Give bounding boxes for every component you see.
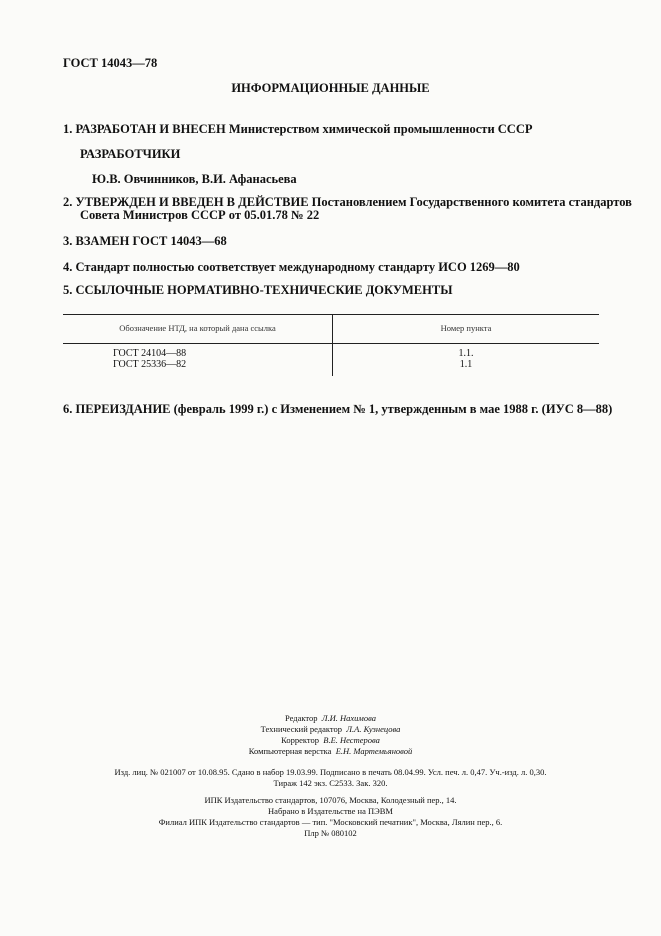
document-code: ГОСТ 14043—78 [63, 56, 158, 70]
item-reissue: 6. ПЕРЕИЗДАНИЕ (февраль 1999 г.) с Изменением № 1, утвержденным в мае 1988 г. (ИУС 8—88) [63, 402, 613, 416]
item-iso-compliance: 4. Стандарт полностью соответствует международному стандарту ИСО 1269—80 [63, 260, 520, 274]
table-column-documents [113, 348, 186, 370]
imprint-line: Изд. лиц. № 021007 от 10.08.95. Сдано в набор 19.03.99. Подписано в печать 08.04.99. Усл. печ. л. 0,47. Уч.-изд. л. 0,30. [114, 767, 547, 777]
table-header-clause: Номер пункта [440, 323, 492, 333]
imprint-line: ИПК Издательство стандартов, 107076, Москва, Колодезный пер., 14. [204, 795, 457, 805]
table-cell-doc: ГОСТ 25336—82 [113, 359, 187, 370]
table-column-clauses [333, 348, 599, 370]
developers-names: Ю.В. Овчинников, В.И. Афанасьева [92, 172, 297, 186]
imprint-line: Плр № 080102 [304, 828, 357, 838]
credit-person: Л.А. Кузнецова [346, 724, 401, 734]
table-cell-clause: 1.1. [458, 348, 474, 359]
imprint-line: Тираж 142 экз. С2533. Зак. 320. [273, 778, 388, 788]
credit-person: Е.Н. Мартемьяновой [335, 746, 413, 756]
table-cell-doc: ГОСТ 24104—88 [113, 348, 187, 359]
table-header-document: Обозначение НТД, на который дана ссылка [119, 323, 276, 333]
item-approved-line1: 2. УТВЕРЖДЕН И ВВЕДЕН В ДЕЙСТВИЕ Постановлением Государственного комитета стандартов [63, 195, 632, 209]
credit-editor [0, 713, 661, 724]
item-reference-docs: 5. ССЫЛОЧНЫЕ НОРМАТИВНО-ТЕХНИЧЕСКИЕ ДОКУМЕНТЫ [63, 283, 453, 297]
credit-label: Технический редактор [260, 724, 343, 734]
credit-tech-editor [0, 724, 661, 735]
table-top-rule [63, 314, 599, 315]
credit-corrector [0, 735, 661, 746]
developers-label: РАЗРАБОТЧИКИ [80, 147, 181, 161]
imprint-line: Филиал ИПК Издательство стандартов — тип. "Московский печатник", Москва, Лялин пер., 6. [158, 817, 503, 827]
credit-layout [0, 746, 661, 757]
credit-person: В.Е. Нестерова [323, 735, 380, 745]
reference-table [63, 314, 599, 376]
item-approved-line2: Совета Министров СССР от 05.01.78 № 22 [80, 208, 320, 222]
credit-label: Корректор [281, 735, 319, 745]
table-header-rule [63, 343, 599, 344]
page-title: ИНФОРМАЦИОННЫЕ ДАННЫЕ [231, 81, 430, 95]
item-developed-by: 1. РАЗРАБОТАН И ВНЕСЕН Министерством химической промышленности СССР [63, 122, 533, 136]
imprint-line: Набрано в Издательстве на ПЭВМ [268, 806, 393, 816]
table-cell-clause: 1.1 [459, 359, 473, 370]
item-replaces: 3. ВЗАМЕН ГОСТ 14043—68 [63, 234, 227, 248]
credit-person: Л.И. Нахимова [321, 713, 376, 723]
credit-label: Компьютерная верстка [248, 746, 332, 756]
credit-label: Редактор [285, 713, 318, 723]
